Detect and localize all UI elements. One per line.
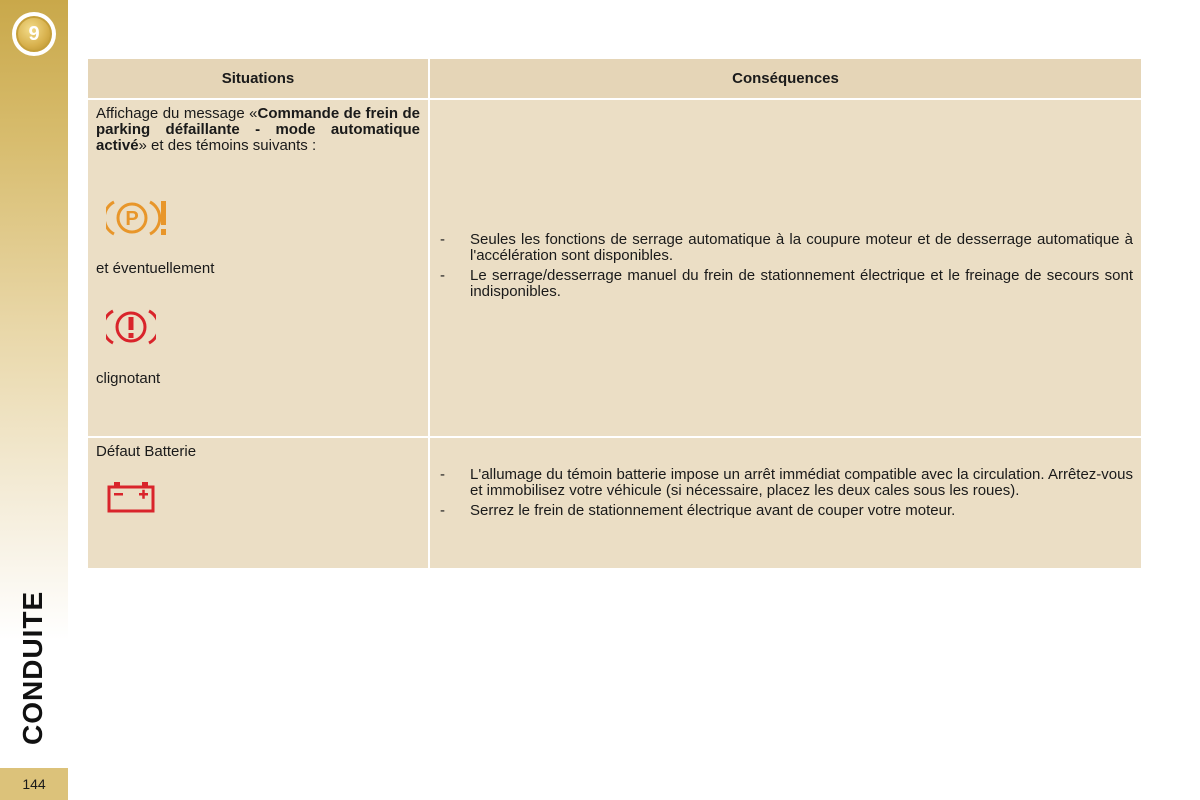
header-situations: Situations [87, 58, 429, 99]
chapter-number: 9 [16, 16, 52, 52]
bullet-dash: - [440, 231, 445, 248]
situation-between-text: et éventuellement [96, 260, 215, 277]
consequence-text: Le serrage/desserrage manuel du frein de stationnement électrique et le freinage de secours sont indisponibles. [470, 267, 1133, 300]
intro-prefix: Affichage du message « [96, 105, 258, 122]
list-item [440, 503, 1133, 519]
header-consequences: Conséquences [429, 58, 1142, 99]
list-item [440, 232, 1133, 264]
intro-suffix: » et des témoins suivants : [138, 137, 317, 154]
table-header-row [87, 58, 1142, 99]
situation-intro [96, 106, 420, 154]
consequence-text: Serrez le frein de stationnement électrique avant de couper votre moteur. [470, 502, 956, 519]
consequences-cell [429, 99, 1142, 437]
list-item [440, 268, 1133, 300]
parking-brake-fault-icon [106, 198, 420, 238]
situation-cell [87, 99, 429, 437]
consequence-text: L'allumage du témoin batterie impose un arrêt immédiat compatible avec la circulation. Arrêtez-vous et immobilisez votre véhicule (si nécessaire, placez les deux cales sous les roues). [470, 466, 1133, 499]
situation-after-text: clignotant [96, 370, 161, 387]
bullet-dash: - [440, 502, 445, 519]
intro-message: Commande de frein de parking défaillante - mode automatique activé [96, 105, 420, 154]
list-item [440, 467, 1133, 499]
situations-table [86, 57, 1143, 570]
situation-text: Défaut Batterie [96, 443, 197, 460]
consequences-list [440, 438, 1133, 519]
table-row [87, 437, 1142, 569]
bullet-dash: - [440, 466, 445, 483]
chapter-badge [12, 12, 56, 56]
consequences-cell [429, 437, 1142, 569]
brake-warning-icon [106, 307, 420, 347]
svg-text:P: P [125, 208, 139, 230]
bullet-dash: - [440, 267, 445, 284]
situation-cell [87, 437, 429, 569]
consequences-list [440, 100, 1133, 300]
table-row [87, 99, 1142, 437]
battery-icon [106, 480, 420, 514]
section-title: CONDUITE [17, 590, 48, 745]
page-number: 144 [0, 768, 68, 800]
consequence-text: Seules les fonctions de serrage automatique à la coupure moteur et de desserrage automatique à l'accélération sont disponibles. [470, 231, 1133, 264]
